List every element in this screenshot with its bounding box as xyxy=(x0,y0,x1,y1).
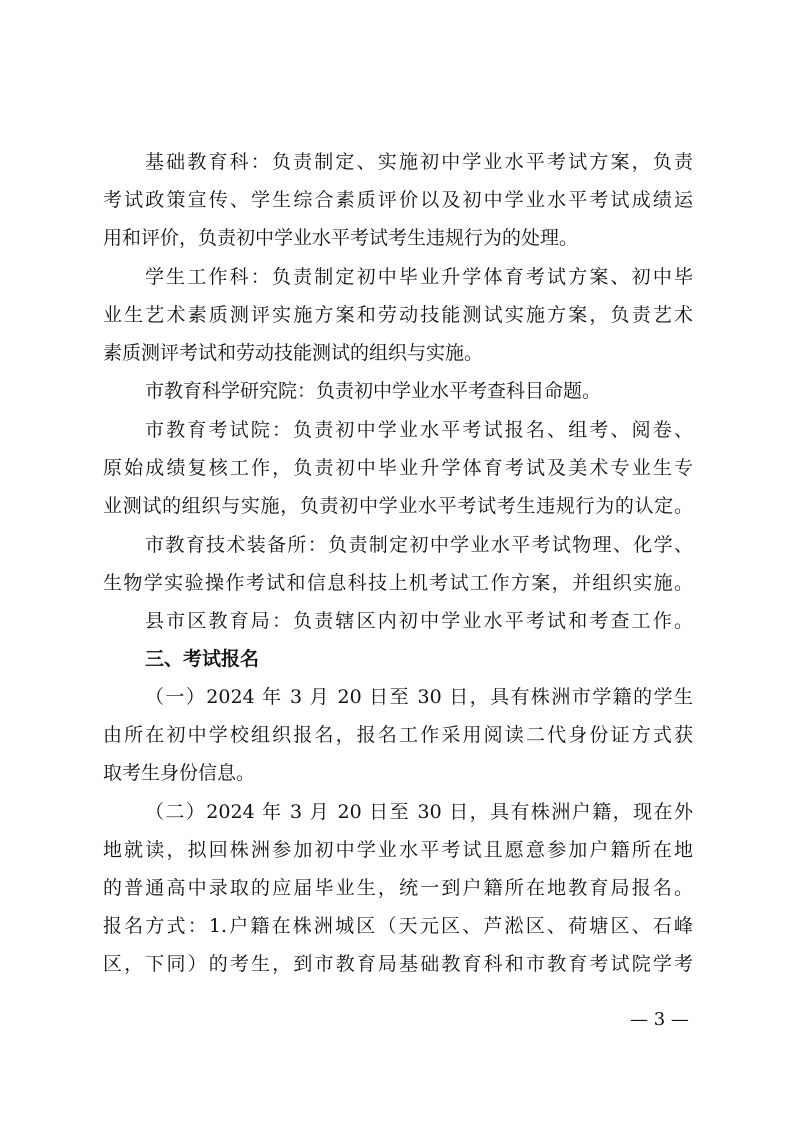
s2-line-1: （二）2024 年 3 月 20 日至 30 日，具有株洲户籍，现在外 xyxy=(145,801,693,823)
p3-line-1: 市教育科学研究院：负责初中学业水平考查科目命题。 xyxy=(145,380,602,402)
p4-line-1: 市教育考试院：负责初中学业水平考试报名、组考、阅卷、 xyxy=(145,419,693,441)
p1-line-2: 考试政策宣传、学生综合素质评价以及初中学业水平考试成绩运 xyxy=(103,189,693,211)
p6-line-1: 县市区教育局：负责辖区内初中学业水平考试和考查工作。 xyxy=(145,610,693,632)
p4-line-2: 原始成绩复核工作，负责初中毕业升学体育考试及美术专业生专 xyxy=(103,457,693,479)
s2-line-2: 地就读，拟回株洲参加初中学业水平考试且愿意参加户籍所在地 xyxy=(103,839,693,861)
s1-line-2: 由所在初中学校组织报名，报名工作采用阅读二代身份证方式获 xyxy=(103,724,693,746)
s1-line-3: 取考生身份信息。 xyxy=(103,762,256,784)
s2-line-4: 报名方式：1.户籍在株洲城区（天元区、芦淞区、荷塘区、石峰 xyxy=(103,915,693,937)
p2-line-3: 素质测评考试和劳动技能测试的组织与实施。 xyxy=(103,342,484,364)
p1-line-3: 用和评价，负责初中学业水平考试考生违规行为的处理。 xyxy=(103,227,579,249)
s2-line-5: 区，下同）的考生，到市教育局基础教育科和市教育考试院学考 xyxy=(103,953,693,975)
section-heading: 三、考试报名 xyxy=(145,648,260,670)
p5-line-1: 市教育技术装备所：负责制定初中学业水平考试物理、化学、 xyxy=(145,534,693,556)
s1-line-1: （一）2024 年 3 月 20 日至 30 日，具有株洲市学籍的学生 xyxy=(145,686,693,708)
s2-line-3: 的普通高中录取的应届毕业生，统一到户籍所在地教育局报名。 xyxy=(103,877,693,899)
p2-line-2: 业生艺术素质测评实施方案和劳动技能测试实施方案，负责艺术 xyxy=(103,304,693,326)
p2-line-1: 学生工作科：负责制定初中毕业升学体育考试方案、初中毕 xyxy=(145,266,693,288)
p4-line-3: 业测试的组织与实施，负责初中学业水平考试考生违规行为的认定。 xyxy=(103,495,693,517)
p1-line-1: 基础教育科：负责制定、实施初中学业水平考试方案，负责 xyxy=(145,151,693,173)
p5-line-2: 生物学实验操作考试和信息科技上机考试工作方案，并组织实施。 xyxy=(103,572,693,594)
page-number: — 3 — xyxy=(630,1009,689,1030)
